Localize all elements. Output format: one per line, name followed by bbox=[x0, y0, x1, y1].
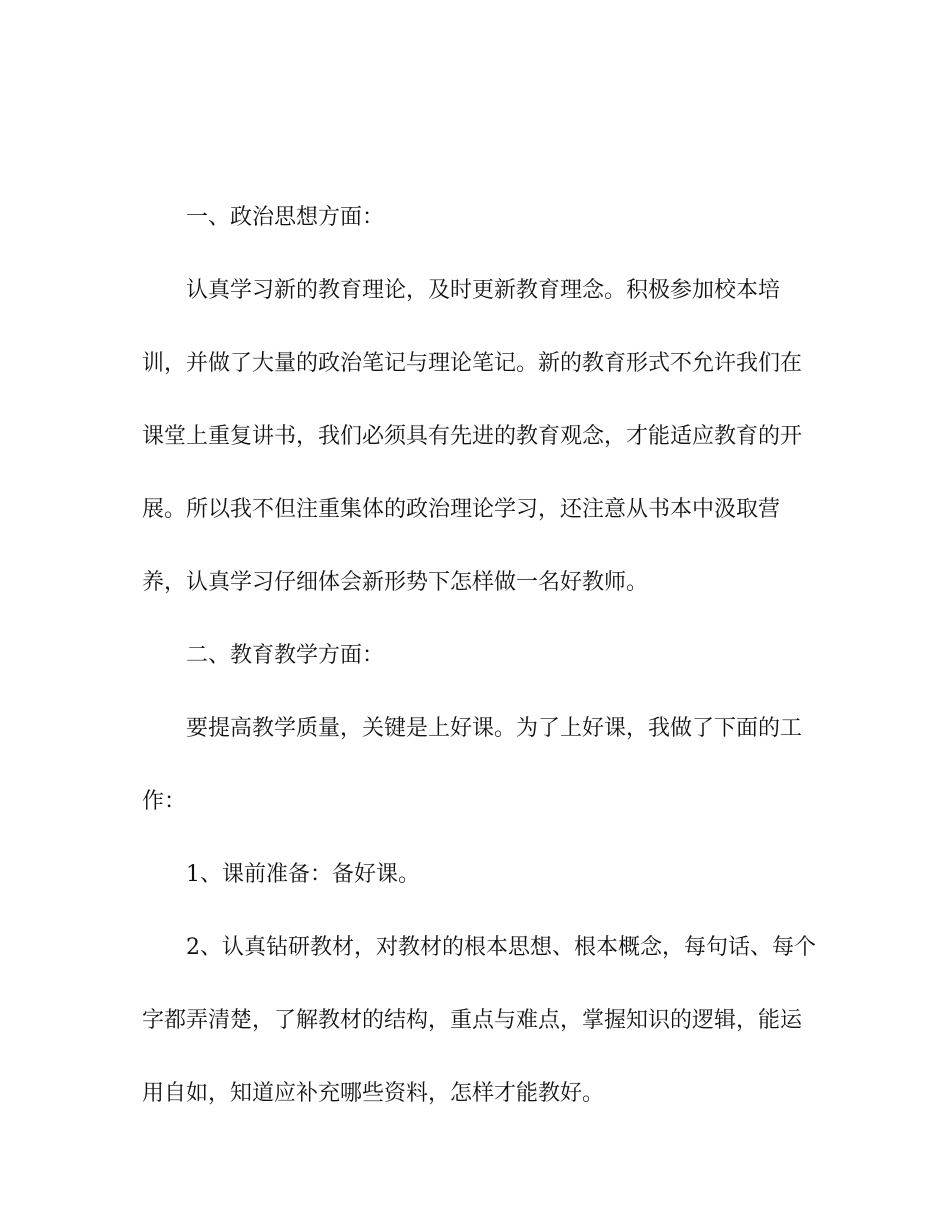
paragraph-line: 要提高教学质量，关键是上好课。为了上好课，我做了下面的工 bbox=[186, 716, 803, 741]
paragraph-line: 用自如，知道应补充哪些资料，怎样才能教好。 bbox=[142, 1081, 605, 1106]
paragraph-line: 课堂上重复讲书，我们必须具有先进的教育观念，才能适应教育的开 bbox=[142, 424, 803, 449]
list-item-1: 1、课前准备：备好课。 bbox=[186, 862, 420, 887]
paragraph-line: 字都弄清楚，了解教材的结构，重点与难点，掌握知识的逻辑，能运 bbox=[142, 1008, 803, 1033]
paragraph-line: 认真学习新的教育理论，及时更新教育理念。积极参加校本培 bbox=[186, 278, 781, 303]
section-heading-politics: 一、政治思想方面： bbox=[186, 205, 385, 230]
paragraph-line: 作： bbox=[142, 789, 187, 814]
paragraph-line: 养，认真学习仔细体会新形势下怎样做一名好教师。 bbox=[142, 570, 649, 595]
section-heading-teaching: 二、教育教学方面： bbox=[186, 643, 385, 668]
paragraph-line: 训，并做了大量的政治笔记与理论笔记。新的教育形式不允许我们在 bbox=[142, 351, 803, 376]
list-item-2: 2、认真钻研教材，对教材的根本思想、根本概念，每句话、每个 bbox=[186, 935, 816, 960]
paragraph-line: 展。所以我不但注重集体的政治理论学习，还注意从书本中汲取营 bbox=[142, 497, 781, 522]
